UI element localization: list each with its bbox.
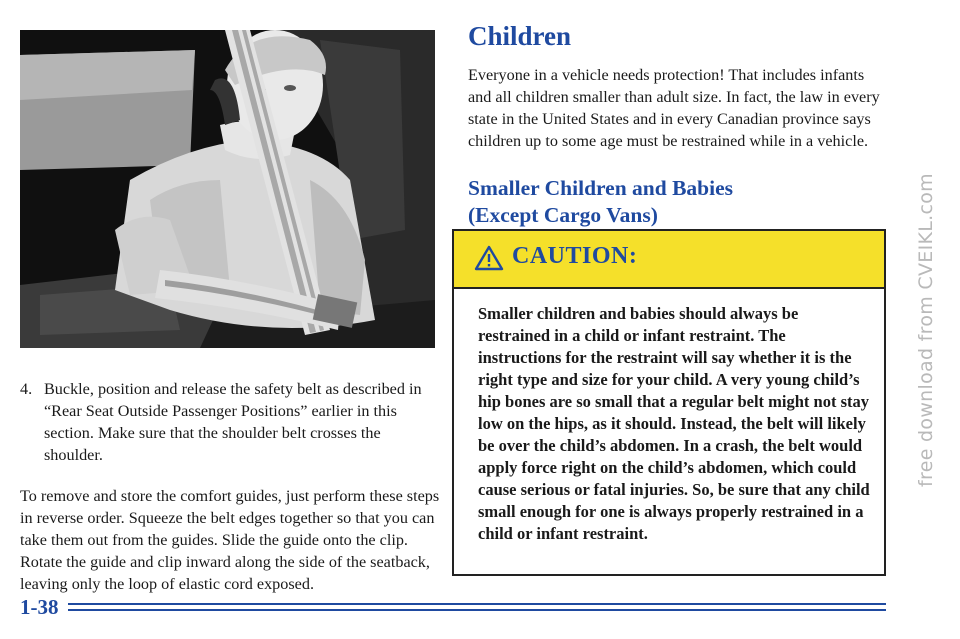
footer-rule-top	[68, 603, 886, 605]
section-heading: Children	[468, 21, 572, 51]
watermark	[896, 30, 956, 630]
intro-paragraph: Everyone in a vehicle needs protection! That includes infants and all children smaller than adult size. In fact, the law in every state in the United States and in every Canadian province says children up to some age must be restrained while in a vehicle.	[468, 66, 880, 150]
caution-header	[454, 231, 884, 289]
subsection-heading-line-2: (Except Cargo Vans)	[468, 203, 658, 227]
warning-triangle-icon	[474, 245, 504, 271]
step-text: Buckle, position and release the safety belt as described in “Rear Seat Outside Passenger Positions” earlier in this section. Make sure that the shoulder belt crosses the shoulder.	[44, 380, 422, 464]
subsection-heading	[468, 175, 888, 229]
child-seatbelt-photo	[20, 30, 435, 348]
footer-rule-bottom	[68, 609, 886, 611]
page-number: 1-38	[20, 595, 59, 619]
caution-box	[452, 229, 886, 576]
caution-title: CAUTION:	[512, 243, 638, 269]
watermark-text: free download from CVEIKL.com	[915, 173, 937, 487]
instruction-step-4	[20, 378, 440, 466]
subsection-heading-line-1: Smaller Children and Babies	[468, 176, 734, 200]
storage-paragraph: To remove and store the comfort guides, just perform these steps in reverse order. Squeeze the belt edges together so that you can take them out from the guides. Slide the guide onto the clip. Rotate the guide and clip inward along the side of the seatback, leaving only the loop of elastic cord exposed.	[20, 487, 440, 593]
caution-text: Smaller children and babies should always be restrained in a child or infant restraint. The instructions for the restraint will say whether it is the right type and size for your child. A very young child’s hip bones are so small that a regular belt might not stay low on the hips, as it should. Instead, the belt will likely be over the child’s abdomen. In a crash, the belt would apply force right on the child’s abdomen, which could cause serious or fatal injuries. So, be sure that any child small enough for one is always properly restrained in a child or infant restraint.	[478, 304, 870, 543]
step-number: 4.	[20, 380, 33, 398]
